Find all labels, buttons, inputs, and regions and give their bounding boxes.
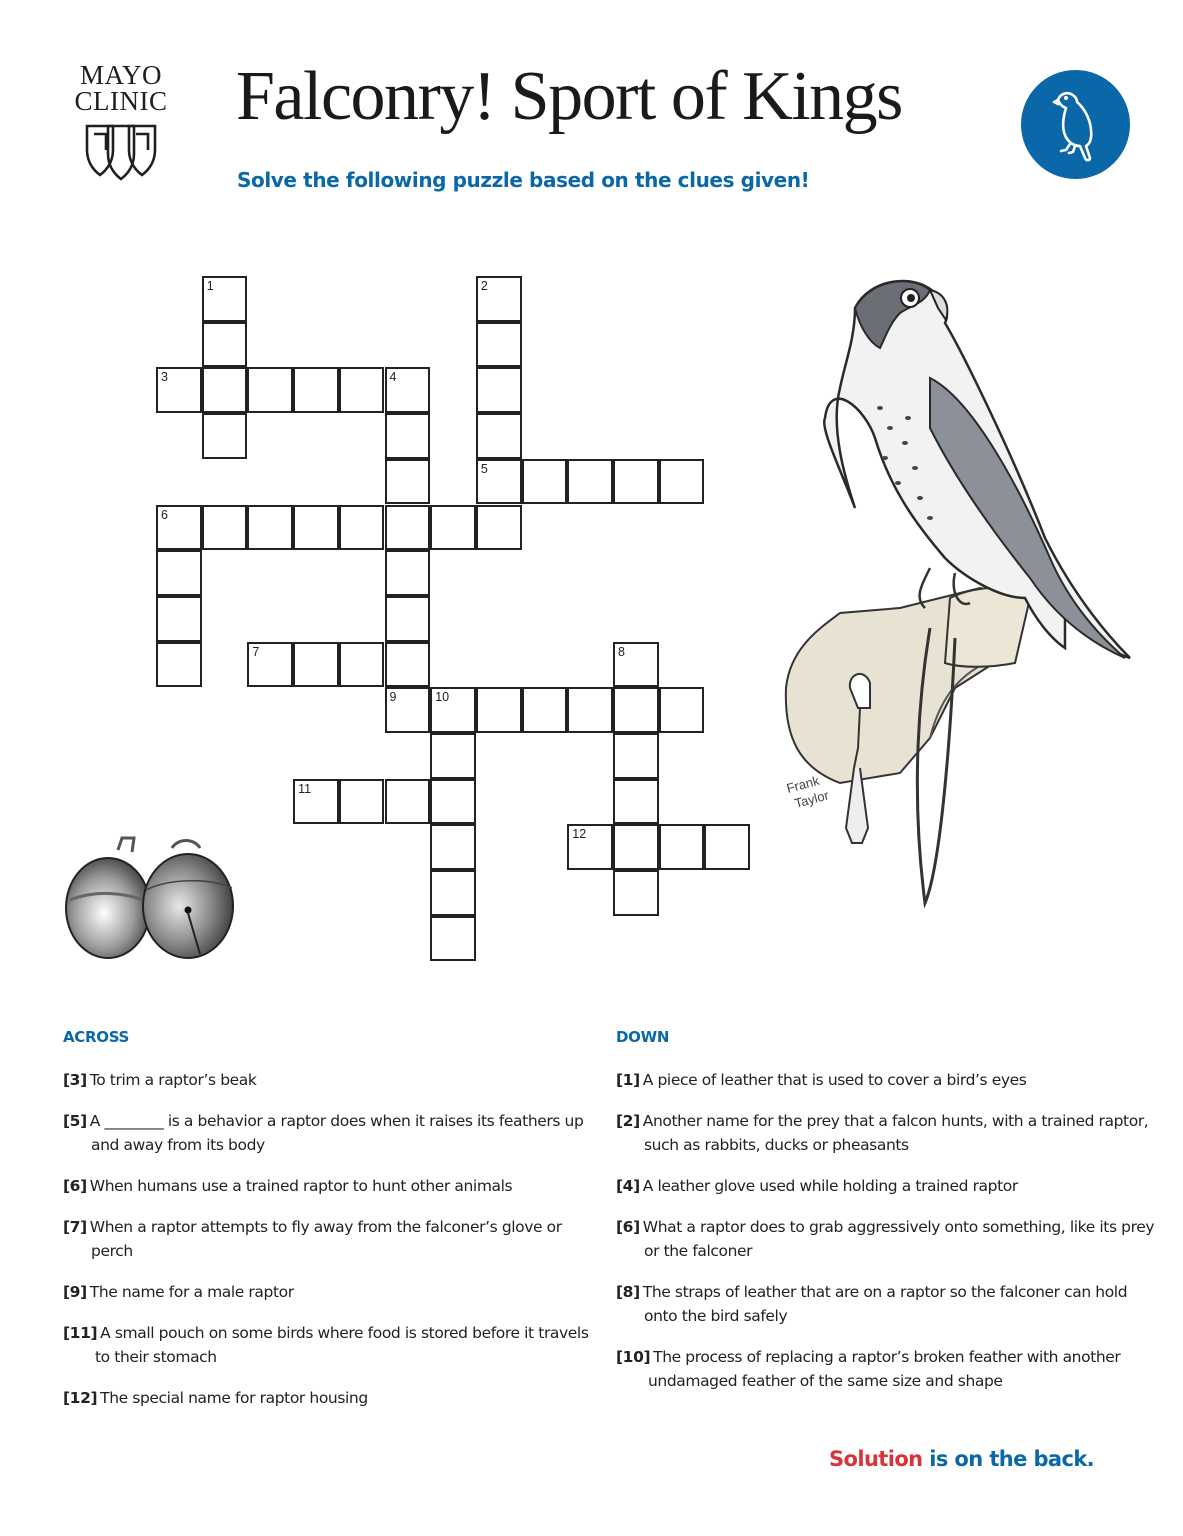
crossword-cell[interactable] — [476, 322, 522, 368]
crossword-cell[interactable] — [156, 367, 202, 413]
crossword-cell[interactable] — [247, 505, 293, 551]
crossword-cell[interactable] — [476, 413, 522, 459]
shield-logo-icon — [82, 120, 160, 182]
crossword-cell[interactable] — [567, 687, 613, 733]
falcon-on-glove-illustration — [780, 268, 1140, 912]
falconry-bells-illustration — [60, 830, 250, 974]
clue-across-5: [5] A ________ is a behavior a raptor does when it raises its feathers up and away from its body — [63, 1112, 584, 1154]
crossword-cell[interactable] — [613, 642, 659, 688]
across-clues — [63, 1028, 603, 1427]
logo-line-1: MAYO — [79, 60, 163, 90]
crossword-cell[interactable] — [476, 505, 522, 551]
clue-number: 8 — [618, 644, 625, 659]
crossword-cell[interactable] — [293, 642, 339, 688]
crossword-cell[interactable] — [476, 367, 522, 413]
crossword-cell[interactable] — [385, 687, 431, 733]
svg-text:Taylor: Taylor — [792, 787, 831, 811]
clue-number: 11 — [298, 781, 312, 796]
clue-across-3: [3] To trim a raptor’s beak — [63, 1071, 257, 1089]
down-heading: DOWN — [616, 1028, 670, 1046]
crossword-cell[interactable] — [430, 733, 476, 779]
crossword-cell[interactable] — [293, 367, 339, 413]
crossword-cell[interactable] — [385, 367, 431, 413]
logo-line-2: CLINIC — [74, 86, 168, 116]
crossword-cell[interactable] — [385, 779, 431, 825]
crossword-cell[interactable] — [156, 596, 202, 642]
crossword-cell[interactable] — [385, 550, 431, 596]
across-heading: ACROSS — [63, 1028, 130, 1046]
clue-across-9: [9] The name for a male raptor — [63, 1283, 294, 1301]
clue-down-4: [4] A leather glove used while holding a trained raptor — [616, 1177, 1018, 1195]
crossword-cell[interactable] — [613, 870, 659, 916]
crossword-cell[interactable] — [202, 367, 248, 413]
crossword-cell[interactable] — [385, 596, 431, 642]
crossword-cell[interactable] — [202, 276, 248, 322]
crossword-cell[interactable] — [659, 459, 705, 505]
solution-rest: is on the back. — [922, 1447, 1095, 1471]
crossword-cell[interactable] — [522, 459, 568, 505]
clue-down-10: [10] The process of replacing a raptor’s broken feather with another undamaged feather of the same size and shape — [616, 1348, 1121, 1390]
crossword-cell[interactable] — [247, 367, 293, 413]
crossword-cell[interactable] — [247, 642, 293, 688]
crossword-cell[interactable] — [339, 505, 385, 551]
crossword-cell[interactable] — [202, 505, 248, 551]
crossword-cell[interactable] — [156, 642, 202, 688]
clue-number: 2 — [480, 279, 488, 293]
clue-number: 4 — [389, 370, 397, 385]
clue-down-8: [8] The straps of leather that are on a raptor so the falconer can hold onto the bird safely — [616, 1283, 1128, 1325]
crossword-cell[interactable] — [613, 779, 659, 825]
artist-signature: Frank — [784, 772, 821, 796]
page-title: Falconry! Sport of Kings — [236, 58, 902, 135]
bird-icon — [1044, 88, 1108, 162]
clue-number: 5 — [480, 461, 488, 476]
clue-down-6: [6] What a raptor does to grab aggressively onto something, like its prey or the falconer — [616, 1218, 1155, 1260]
crossword-cell[interactable] — [385, 459, 431, 505]
crossword-cell[interactable] — [659, 687, 705, 733]
crossword-cell[interactable] — [430, 687, 476, 733]
clue-number: 10 — [435, 690, 450, 705]
clue-number: 3 — [161, 370, 168, 385]
crossword-cell[interactable] — [430, 870, 476, 916]
mayo-clinic-logo — [62, 62, 180, 187]
clue-across-11: [11] A small pouch on some birds where food is stored before it travels to their stomach — [63, 1324, 589, 1366]
crossword-cell[interactable] — [476, 459, 522, 505]
clue-across-12: [12] The special name for raptor housing — [63, 1389, 368, 1407]
clue-across-6: [6] When humans use a trained raptor to hunt other animals — [63, 1177, 513, 1195]
crossword-cell[interactable] — [339, 642, 385, 688]
crossword-cell[interactable] — [293, 505, 339, 551]
clue-down-2: [2] Another name for the prey that a falcon hunts, with a trained raptor, such as rabbits, ducks or pheasants — [616, 1112, 1149, 1154]
clue-across-7: [7] When a raptor attempts to fly away from the falconer’s glove or perch — [63, 1218, 562, 1260]
down-clues — [616, 1028, 1156, 1410]
solution-note — [829, 1447, 1094, 1471]
clue-number: 9 — [389, 690, 397, 705]
crossword-cell[interactable] — [339, 367, 385, 413]
clue-down-1: [1] A piece of leather that is used to cover a bird’s eyes — [616, 1071, 1027, 1089]
clue-number: 12 — [572, 827, 587, 842]
clue-number: 6 — [161, 507, 168, 522]
solution-highlight: Solution — [829, 1447, 923, 1471]
crossword-cell[interactable] — [476, 276, 522, 322]
crossword-cell[interactable] — [202, 322, 248, 368]
crossword-cell[interactable] — [567, 459, 613, 505]
crossword-cell[interactable] — [704, 824, 750, 870]
crossword-cell[interactable] — [293, 779, 339, 825]
clue-number: 1 — [206, 279, 214, 293]
crossword-cell[interactable] — [476, 687, 522, 733]
crossword-cell[interactable] — [613, 824, 659, 870]
crossword-cell[interactable] — [567, 824, 613, 870]
crossword-cell[interactable] — [385, 505, 431, 551]
crossword-cell[interactable] — [430, 505, 476, 551]
instructions-subtitle: Solve the following puzzle based on the clues given! — [237, 168, 810, 192]
crossword-cell[interactable] — [385, 642, 431, 688]
crossword-cell[interactable] — [202, 413, 248, 459]
crossword-cell[interactable] — [522, 687, 568, 733]
crossword-cell[interactable] — [613, 733, 659, 779]
crossword-cell[interactable] — [613, 687, 659, 733]
crossword-cell[interactable] — [430, 779, 476, 825]
crossword-cell[interactable] — [156, 505, 202, 551]
crossword-cell[interactable] — [613, 459, 659, 505]
clue-number: 7 — [252, 644, 260, 659]
crossword-cell[interactable] — [339, 779, 385, 825]
bird-badge — [1021, 70, 1130, 179]
crossword-cell[interactable] — [385, 413, 431, 459]
crossword-cell[interactable] — [156, 550, 202, 596]
crossword-cell[interactable] — [430, 824, 476, 870]
crossword-cell[interactable] — [659, 824, 705, 870]
crossword-cell[interactable] — [430, 916, 476, 962]
